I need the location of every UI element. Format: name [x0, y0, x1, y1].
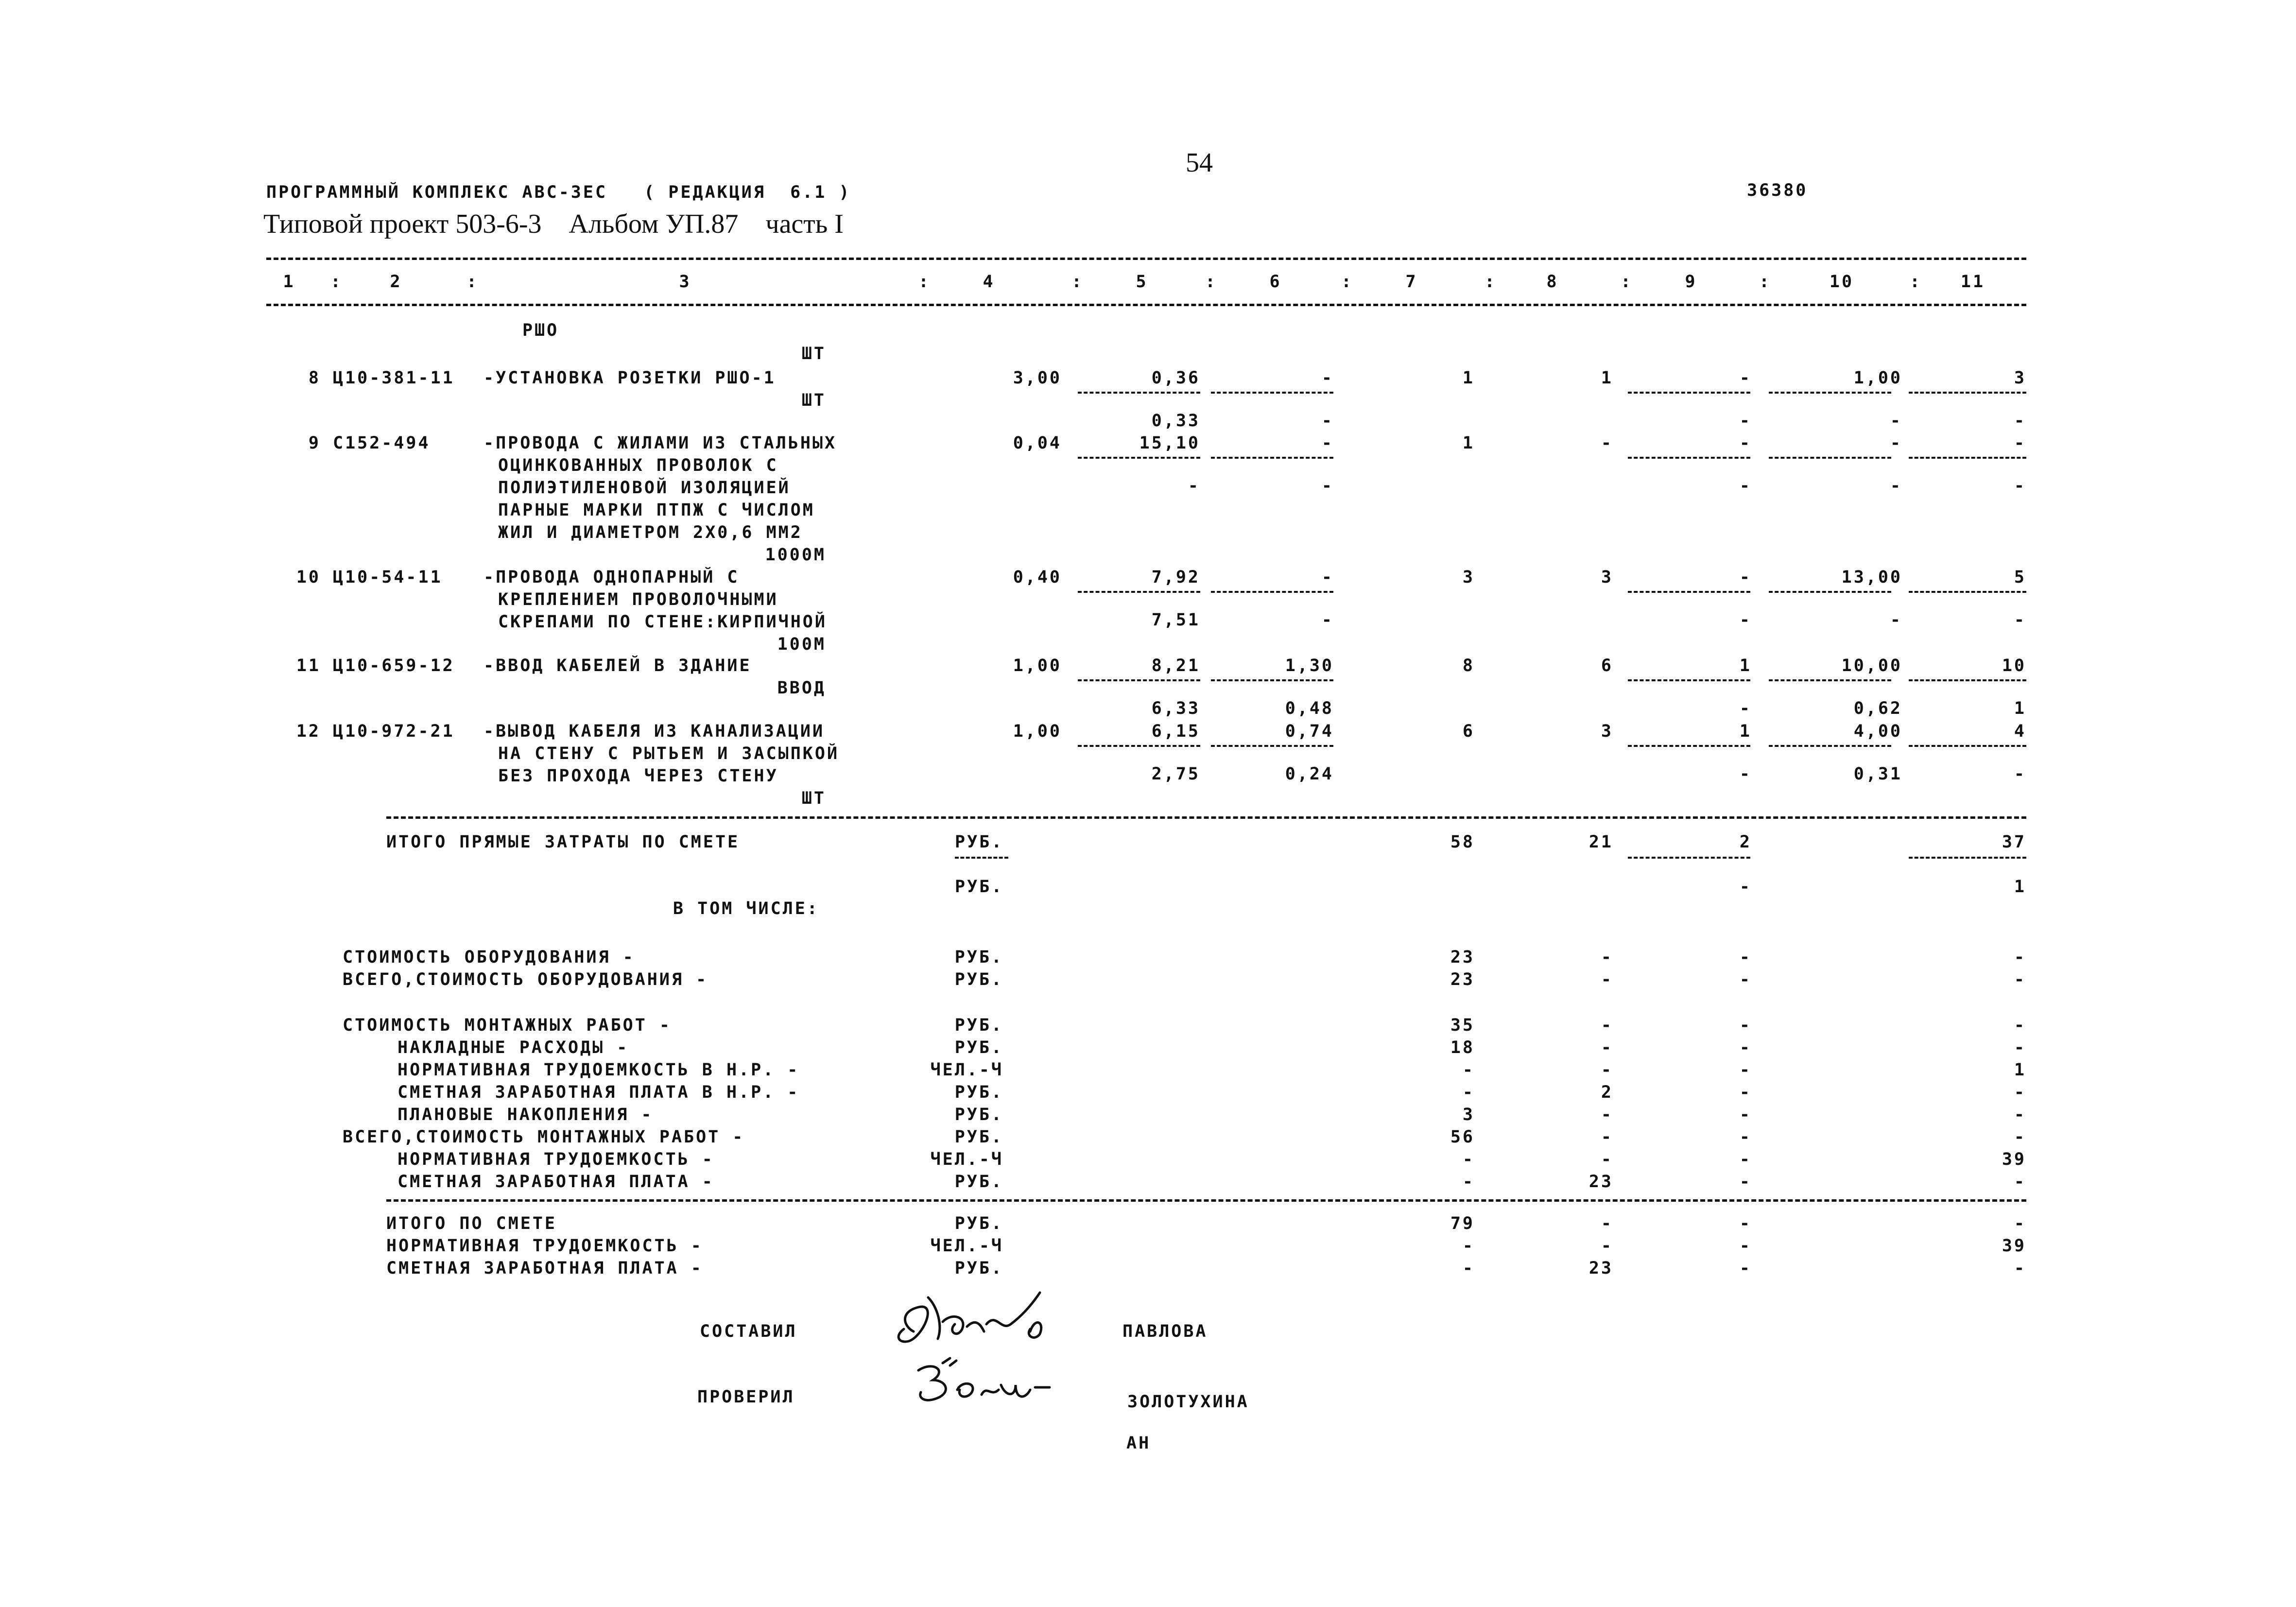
column-header-11: 11	[1960, 272, 1985, 292]
cell-c6-secondary: -	[1321, 610, 1334, 630]
author-code: АН	[1126, 1434, 1151, 1453]
final-c11: 39	[2002, 1236, 2026, 1256]
summary-c11: -	[2014, 1038, 2026, 1057]
totals-top-rule	[386, 816, 2026, 819]
checked-label: ПРОВЕРИЛ	[697, 1387, 795, 1407]
cell-c7: 8	[1462, 656, 1475, 675]
column-header-4: 4	[983, 272, 995, 292]
final-c8: 23	[1588, 1259, 1613, 1278]
cell-c8: -	[1601, 433, 1613, 453]
cell-c5-secondary: 2,75	[1151, 764, 1200, 784]
column-header-3: 3	[679, 272, 691, 292]
row-number: 10	[296, 568, 321, 587]
summary-unit: РУБ.	[954, 1083, 1003, 1102]
cell-c11: 4	[2014, 722, 2026, 741]
summary-c8: -	[1601, 948, 1613, 967]
cell-c11-secondary: -	[2014, 476, 2026, 496]
row-prefix-unit: ШТ	[801, 344, 826, 363]
sub-rule-c5	[1078, 457, 1200, 459]
row-description: -ВВОД КАБЕЛЕЙ В ЗДАНИЕ	[483, 656, 752, 675]
column-header-1: 1	[283, 272, 295, 292]
column-separator: :	[1341, 272, 1354, 292]
summary-unit: РУБ.	[954, 948, 1003, 967]
summary-unit: ЧЕЛ.-Ч	[930, 1060, 1003, 1080]
column-header-5: 5	[1136, 272, 1148, 292]
cell-c8: 3	[1601, 568, 1613, 587]
cell-c4: 1,00	[1013, 656, 1062, 675]
sub-rule-c11	[1909, 392, 2026, 394]
cell-c9-secondary: -	[1739, 411, 1752, 431]
direct-costs-unit-secondary: РУБ.	[955, 877, 1004, 897]
column-separator: :	[918, 272, 931, 292]
summary-c8: 23	[1588, 1172, 1613, 1192]
cell-c11-secondary: 1	[2014, 699, 2026, 718]
cell-c11-secondary: -	[2014, 610, 2026, 630]
summary-c11: 39	[2002, 1150, 2026, 1169]
summary-unit: РУБ.	[954, 1016, 1003, 1035]
row-description: ПАРНЫЕ МАРКИ ПТПЖ С ЧИСЛОМ	[498, 501, 815, 520]
final-label: ИТОГО ПО СМЕТЕ	[386, 1214, 557, 1233]
direct-costs-label: ИТОГО ПРЯМЫЕ ЗАТРАТЫ ПО СМЕТЕ	[386, 832, 740, 852]
cell-c9-secondary: -	[1739, 610, 1752, 630]
final-c8: -	[1601, 1214, 1613, 1233]
column-header-7: 7	[1405, 272, 1418, 292]
including-label: В ТОМ ЧИСЛЕ:	[673, 899, 819, 918]
summary-c8: -	[1601, 1060, 1613, 1080]
summary-c8: -	[1601, 970, 1613, 989]
summary-c9: -	[1739, 1060, 1752, 1080]
sub-rule-c10	[1769, 457, 1891, 459]
checker-name: ЗОЛОТУХИНА	[1127, 1392, 1249, 1412]
final-label: НОРМАТИВНАЯ ТРУДОЕМКОСТЬ -	[386, 1236, 703, 1256]
cell-c5-secondary: 0,33	[1151, 411, 1200, 431]
row-code: Ц10-381-11	[333, 368, 455, 388]
final-c11: -	[2014, 1214, 2026, 1233]
program-header: ПРОГРАММНЫЙ КОМПЛЕКС АВС-ЗЕС ( РЕДАКЦИЯ 6.1 )	[266, 183, 851, 202]
column-separator: :	[1910, 272, 1922, 292]
direct-c11: 37	[2002, 832, 2026, 852]
summary-c7: -	[1462, 1083, 1475, 1102]
row-unit: ШТ	[801, 391, 826, 410]
direct-c9-secondary: -	[1739, 877, 1752, 897]
cell-c9: -	[1739, 568, 1752, 587]
cell-c7: 6	[1462, 722, 1475, 741]
column-separator: :	[1205, 272, 1218, 292]
row-unit: ШТ	[801, 789, 826, 808]
row-number: 11	[296, 656, 321, 675]
cell-c5: 15,10	[1139, 433, 1200, 453]
cell-c8: 6	[1601, 656, 1613, 675]
row-description: ПОЛИЭТИЛЕНОВОЙ ИЗОЛЯЦИЕЙ	[498, 478, 791, 498]
cell-c5: 8,21	[1151, 656, 1200, 675]
cell-c5-secondary: -	[1188, 476, 1200, 496]
column-header-9: 9	[1685, 272, 1697, 292]
summary-label: ВСЕГО,СТОИМОСТЬ ОБОРУДОВАНИЯ -	[343, 970, 708, 989]
sub-rule-c10	[1769, 745, 1891, 747]
sub-rule-c10	[1769, 679, 1891, 681]
cell-c6-secondary: -	[1321, 476, 1334, 496]
direct-costs-unit: РУБ.	[955, 832, 1004, 852]
summary-label: ВСЕГО,СТОИМОСТЬ МОНТАЖНЫХ РАБОТ -	[343, 1127, 745, 1147]
summary-unit: ЧЕЛ.-Ч	[930, 1150, 1003, 1169]
cell-c10-secondary: -	[1890, 610, 1902, 630]
cell-c11-secondary: -	[2014, 764, 2026, 784]
summary-unit: РУБ.	[954, 970, 1003, 989]
row-description: ЖИЛ И ДИАМЕТРОМ 2Х0,6 ММ2	[498, 523, 803, 542]
summary-c7: 35	[1450, 1016, 1475, 1035]
summary-c9: -	[1739, 1127, 1752, 1147]
column-separator: :	[1759, 272, 1772, 292]
summary-label: НОРМАТИВНАЯ ТРУДОЕМКОСТЬ -	[397, 1150, 714, 1169]
summary-c11: -	[2014, 1127, 2026, 1147]
cell-c10: 4,00	[1853, 722, 1902, 741]
row-description: -ВЫВОД КАБЕЛЯ ИЗ КАНАЛИЗАЦИИ	[483, 722, 825, 741]
final-label: СМЕТНАЯ ЗАРАБОТНАЯ ПЛАТА -	[386, 1259, 703, 1278]
summary-c8: -	[1601, 1127, 1613, 1147]
summary-c8: 2	[1601, 1083, 1613, 1102]
row-description: СКРЕПАМИ ПО СТЕНЕ:КИРПИЧНОЙ	[498, 612, 827, 632]
summary-c9: -	[1739, 1038, 1752, 1057]
sub-rule-c10	[1769, 392, 1891, 394]
row-unit: ВВОД	[777, 678, 826, 698]
summary-c9: -	[1739, 1016, 1752, 1035]
summary-c9: -	[1739, 1083, 1752, 1102]
sub-rule-c5	[1078, 392, 1200, 394]
project-title: Типовой проект 503-6-3 Альбом УП.87 часть I	[263, 209, 844, 239]
summary-c8: -	[1601, 1038, 1613, 1057]
summary-c7: -	[1462, 1172, 1475, 1192]
cell-c8: 1	[1601, 368, 1613, 388]
summary-label: СМЕТНАЯ ЗАРАБОТНАЯ ПЛАТА -	[397, 1172, 714, 1192]
cell-c10: 1,00	[1853, 368, 1902, 388]
row-description: НА СТЕНУ С РЫТЬЕМ И ЗАСЫПКОЙ	[498, 744, 840, 763]
summary-c7: 3	[1462, 1105, 1475, 1124]
cell-c11: -	[2014, 433, 2026, 453]
cell-c9: -	[1739, 368, 1752, 388]
cell-c10-secondary: 0,31	[1853, 764, 1902, 784]
summary-label: СТОИМОСТЬ ОБОРУДОВАНИЯ -	[343, 948, 635, 967]
row-unit: 100М	[777, 635, 826, 654]
sub-rule-c11	[1909, 745, 2026, 747]
cell-c9: 1	[1739, 722, 1752, 741]
final-unit: РУБ.	[954, 1259, 1003, 1278]
sub-rule-c6	[1211, 591, 1333, 593]
cell-c5: 7,92	[1151, 568, 1200, 587]
column-separator: :	[330, 272, 343, 292]
row-number: 8	[308, 368, 321, 388]
summary-c9: -	[1739, 970, 1752, 989]
final-c9: -	[1739, 1259, 1752, 1278]
sub-rule-c10	[1769, 591, 1891, 593]
cell-c9: 1	[1739, 656, 1752, 675]
cell-c7: 1	[1462, 368, 1475, 388]
summary-c7: 23	[1450, 948, 1475, 967]
final-totals-rule	[386, 1199, 2026, 1202]
column-header-10: 10	[1829, 272, 1854, 292]
cell-c6: -	[1321, 568, 1334, 587]
row-code: Ц10-54-11	[333, 568, 443, 587]
summary-c7: -	[1462, 1150, 1475, 1169]
sub-rule-c5	[1078, 591, 1200, 593]
final-unit: ЧЕЛ.-Ч	[930, 1236, 1003, 1256]
final-c7: 79	[1450, 1214, 1475, 1233]
cell-c10-secondary: 0,62	[1853, 699, 1902, 718]
direct-c7: 58	[1450, 832, 1475, 852]
summary-c7: 56	[1450, 1127, 1475, 1147]
cell-c9-secondary: -	[1739, 476, 1752, 496]
direct-unit-rule	[955, 857, 1008, 859]
summary-label: НОРМАТИВНАЯ ТРУДОЕМКОСТЬ В Н.Р. -	[397, 1060, 800, 1080]
sub-rule-c9	[1628, 457, 1750, 459]
composer-name: ПАВЛОВА	[1122, 1322, 1208, 1341]
final-c9: -	[1739, 1214, 1752, 1233]
cell-c6-secondary: 0,24	[1285, 764, 1334, 784]
summary-c11: -	[2014, 948, 2026, 967]
row-number: 12	[296, 722, 321, 741]
cell-c5: 6,15	[1151, 722, 1200, 741]
composed-label: СОСТАВИЛ	[700, 1322, 797, 1341]
cell-c5-secondary: 7,51	[1151, 610, 1200, 630]
row-code: Ц10-972-21	[333, 722, 455, 741]
direct-c9-rule	[1628, 857, 1750, 859]
sub-rule-c11	[1909, 679, 2026, 681]
summary-c8: -	[1601, 1150, 1613, 1169]
summary-c8: -	[1601, 1016, 1613, 1035]
summary-c7: -	[1462, 1060, 1475, 1080]
cell-c9: -	[1739, 433, 1752, 453]
direct-c8: 21	[1588, 832, 1613, 852]
cell-c4: 3,00	[1013, 368, 1062, 388]
cell-c4: 0,04	[1013, 433, 1062, 453]
summary-c7: 23	[1450, 970, 1475, 989]
cell-c4: 1,00	[1013, 722, 1062, 741]
cell-c9-secondary: -	[1739, 699, 1752, 718]
sub-rule-c9	[1628, 679, 1750, 681]
cell-c5-secondary: 6,33	[1151, 699, 1200, 718]
row-description: КРЕПЛЕНИЕМ ПРОВОЛОЧНЫМИ	[498, 590, 778, 609]
row-description: ОЦИНКОВАННЫХ ПРОВОЛОК С	[498, 456, 778, 475]
document-id: 36380	[1747, 181, 1808, 200]
final-c11: -	[2014, 1259, 2026, 1278]
cell-c5: 0,36	[1151, 368, 1200, 388]
direct-c11-secondary: 1	[2014, 877, 2026, 897]
checker-signature	[904, 1351, 1108, 1409]
cell-c9-secondary: -	[1739, 764, 1752, 784]
summary-c11: -	[2014, 1083, 2026, 1102]
final-c7: -	[1462, 1259, 1475, 1278]
summary-c11: 1	[2014, 1060, 2026, 1080]
cell-c8: 3	[1601, 722, 1613, 741]
row-code: Ц10-659-12	[333, 656, 455, 675]
row-description: -УСТАНОВКА РОЗЕТКИ РШО-1	[483, 368, 776, 388]
sub-rule-c6	[1211, 457, 1333, 459]
table-top-rule	[266, 258, 2026, 260]
summary-c11: -	[2014, 1172, 2026, 1192]
final-unit: РУБ.	[954, 1214, 1003, 1233]
summary-label: ПЛАНОВЫЕ НАКОПЛЕНИЯ -	[397, 1105, 654, 1124]
cell-c10: -	[1890, 433, 1902, 453]
column-separator: :	[1621, 272, 1633, 292]
row-unit: 1000М	[765, 545, 826, 565]
cell-c4: 0,40	[1013, 568, 1062, 587]
column-header-2: 2	[390, 272, 402, 292]
summary-c8: -	[1601, 1105, 1613, 1124]
summary-c11: -	[2014, 1105, 2026, 1124]
sub-rule-c9	[1628, 591, 1750, 593]
direct-c9: 2	[1739, 832, 1752, 852]
cell-c6: 1,30	[1285, 656, 1334, 675]
row-prefix-unit: РШО	[522, 321, 559, 340]
summary-unit: РУБ.	[954, 1127, 1003, 1147]
cell-c10-secondary: -	[1890, 476, 1902, 496]
summary-label: СТОИМОСТЬ МОНТАЖНЫХ РАБОТ -	[343, 1016, 672, 1035]
sub-rule-c5	[1078, 745, 1200, 747]
column-header-8: 8	[1546, 272, 1559, 292]
cell-c6: -	[1321, 433, 1334, 453]
summary-unit: РУБ.	[954, 1105, 1003, 1124]
cell-c7: 1	[1462, 433, 1475, 453]
sub-rule-c11	[1909, 591, 2026, 593]
summary-c9: -	[1739, 1172, 1752, 1192]
sub-rule-c6	[1211, 679, 1333, 681]
sub-rule-c9	[1628, 745, 1750, 747]
page-number: 54	[1186, 148, 1213, 178]
final-c7: -	[1462, 1236, 1475, 1256]
column-header-6: 6	[1269, 272, 1282, 292]
cell-c10-secondary: -	[1890, 411, 1902, 431]
cell-c6-secondary: -	[1321, 411, 1334, 431]
sub-rule-c5	[1078, 679, 1200, 681]
cell-c11: 10	[2002, 656, 2026, 675]
column-separator: :	[466, 272, 479, 292]
cell-c6: -	[1321, 368, 1334, 388]
summary-c7: 18	[1450, 1038, 1475, 1057]
table-header-rule	[266, 304, 2026, 306]
cell-c7: 3	[1462, 568, 1475, 587]
row-description: -ПРОВОДА С ЖИЛАМИ ИЗ СТАЛЬНЫХ	[483, 433, 837, 453]
summary-label: НАКЛАДНЫЕ РАСХОДЫ -	[397, 1038, 629, 1057]
cell-c11: 3	[2014, 368, 2026, 388]
summary-c11: -	[2014, 970, 2026, 989]
sub-rule-c11	[1909, 457, 2026, 459]
cell-c6-secondary: 0,48	[1285, 699, 1334, 718]
column-separator: :	[1485, 272, 1497, 292]
direct-c11-rule	[1909, 857, 2026, 859]
summary-c9: -	[1739, 1105, 1752, 1124]
final-c9: -	[1739, 1236, 1752, 1256]
cell-c11: 5	[2014, 568, 2026, 587]
cell-c11-secondary: -	[2014, 411, 2026, 431]
summary-c9: -	[1739, 948, 1752, 967]
summary-label: СМЕТНАЯ ЗАРАБОТНАЯ ПЛАТА В Н.Р. -	[397, 1083, 800, 1102]
cell-c6: 0,74	[1285, 722, 1334, 741]
summary-unit: РУБ.	[954, 1038, 1003, 1057]
column-separator: :	[1071, 272, 1084, 292]
summary-c11: -	[2014, 1016, 2026, 1035]
row-description: -ПРОВОДА ОДНОПАРНЫЙ С	[483, 568, 740, 587]
composer-signature	[884, 1278, 1088, 1351]
row-description: БЕЗ ПРОХОДА ЧЕРЕЗ СТЕНУ	[498, 766, 778, 786]
row-number: 9	[308, 433, 321, 453]
sub-rule-c6	[1211, 392, 1333, 394]
sub-rule-c6	[1211, 745, 1333, 747]
final-c8: -	[1601, 1236, 1613, 1256]
summary-c9: -	[1739, 1150, 1752, 1169]
sub-rule-c9	[1628, 392, 1750, 394]
cell-c10: 10,00	[1841, 656, 1902, 675]
summary-unit: РУБ.	[954, 1172, 1003, 1192]
row-code: С152-494	[333, 433, 431, 453]
cell-c10: 13,00	[1841, 568, 1902, 587]
